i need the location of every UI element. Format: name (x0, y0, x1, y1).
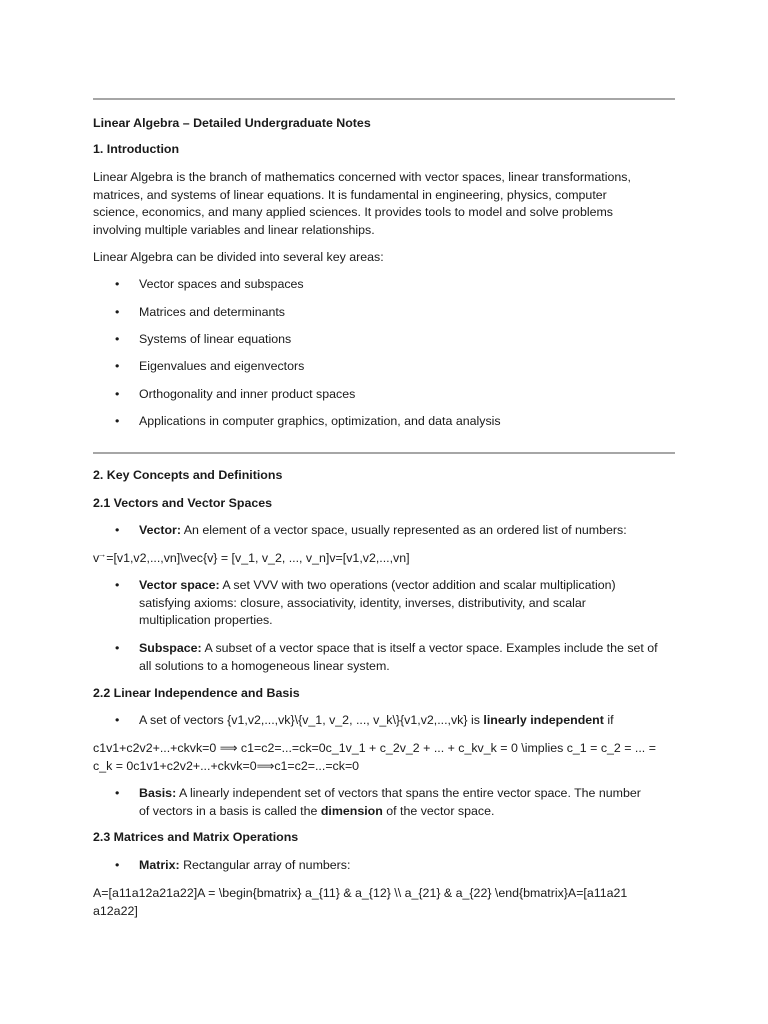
vector-arrow-icon: → (97, 549, 107, 559)
bullet-icon: • (115, 578, 120, 592)
list-item-text: Orthogonality and inner product spaces (139, 387, 356, 401)
bullet-icon: • (115, 414, 120, 428)
matrix-formula-line: A=[a11a12a21a22]A = \begin{bmatrix} a_{11} & a_{12} \\ a_{21} & a_{22} \end{bmatrix}A=[a11a21 (93, 886, 628, 900)
term-vector: Vector: (139, 523, 182, 537)
basis-definition-line: A linearly independent set of vectors that spans the entire vector space. The number (178, 786, 641, 800)
intro-paragraph-line: science, economics, and many applied sciences. It provides tools to model and solve problems (93, 205, 613, 219)
section-2-heading: 2. Key Concepts and Definitions (93, 468, 283, 482)
bullet-icon: • (115, 641, 120, 655)
subsection-2-3-heading: 2.3 Matrices and Matrix Operations (93, 830, 299, 844)
matrix-formula-line: a12a22] (93, 903, 138, 918)
vector-space-definition-line: satisfying axioms: closure, associativity, identity, inverses, distributivity, and scalar (139, 595, 586, 610)
bullet-icon: • (115, 359, 120, 373)
term-basis: Basis: (139, 786, 177, 800)
horizontal-rule-top (93, 98, 675, 100)
bullet-icon: • (115, 277, 120, 291)
vector-formula (93, 550, 410, 569)
vector-space-definition-line: multiplication properties. (139, 613, 273, 627)
subspace-definition-line: A subset of a vector space that is itself a vector space. Examples include the set of (204, 641, 658, 655)
bullet-icon: • (115, 387, 120, 401)
intro-paragraph-line: Linear Algebra is the branch of mathematics concerned with vector spaces, linear transformations, (93, 170, 631, 184)
document-title: Linear Algebra – Detailed Undergraduate Notes (93, 116, 371, 130)
bullet-icon: • (115, 713, 120, 727)
independence-formula-line: c_k = 0c1v1+c2v2+...+ckvk=0⟹c1=c2=...=ck=0 (93, 758, 360, 773)
term-dimension: dimension (320, 803, 383, 818)
list-item-text: Systems of linear equations (139, 332, 292, 346)
horizontal-rule-middle (93, 452, 675, 454)
bullet-icon: • (115, 786, 120, 800)
intro-paragraph-line: involving multiple variables and linear relationships. (93, 222, 375, 237)
list-item-text: Matrices and determinants (139, 305, 286, 319)
term-matrix: Matrix: (139, 858, 180, 872)
vector-space-definition-line: A set VVV with two operations (vector addition and scalar multiplication) (222, 578, 616, 592)
vector-formula-symbol: v (93, 551, 100, 565)
bullet-icon: • (115, 523, 120, 537)
key-areas-intro: Linear Algebra can be divided into several key areas: (93, 250, 384, 264)
vector-definition: An element of a vector space, usually represented as an ordered list of numbers: (183, 523, 627, 537)
linear-independence-text: A set of vectors {v1,v2,...,vk}\{v_1, v_2, ..., v_k\}{v1,v2,...,vk} is (139, 713, 480, 727)
subspace-definition-line: all solutions to a homogeneous linear system. (139, 658, 390, 673)
list-item-text: Vector spaces and subspaces (139, 277, 304, 291)
linear-independence-if: if (607, 713, 614, 727)
list-item-text: Eigenvalues and eigenvectors (139, 359, 305, 373)
independence-formula-line: c1v1+c2v2+...+ckvk=0 ⟹ c1=c2=...=ck=0c_1v_1 + c_2v_2 + ... + c_kv_k = 0 \implies c_1 = c_2 = ... = (93, 741, 656, 755)
term-linearly-independent: linearly independent (483, 713, 604, 727)
section-1-heading: 1. Introduction (93, 142, 180, 156)
bullet-icon: • (115, 332, 120, 346)
matrix-definition: Rectangular array of numbers: (183, 858, 351, 872)
list-item-text: Applications in computer graphics, optimization, and data analysis (139, 414, 501, 428)
basis-definition-end: of the vector space. (386, 803, 495, 818)
intro-paragraph-line: matrices, and systems of linear equations. It is fundamental in engineering, physics, computer (93, 187, 607, 202)
term-vector-space: Vector space: (139, 578, 220, 592)
bullet-icon: • (115, 305, 120, 319)
subsection-2-1-heading: 2.1 Vectors and Vector Spaces (93, 496, 273, 510)
vector-formula-body: =[v1,v2,...,vn]\vec{v} = [v_1, v_2, ..., v_n]v=[v1,v2,...,vn] (106, 551, 410, 565)
subsection-2-2-heading: 2.2 Linear Independence and Basis (93, 686, 300, 700)
basis-definition-line: of vectors in a basis is called the (139, 803, 318, 818)
bullet-icon: • (115, 858, 120, 872)
term-subspace: Subspace: (139, 641, 202, 655)
